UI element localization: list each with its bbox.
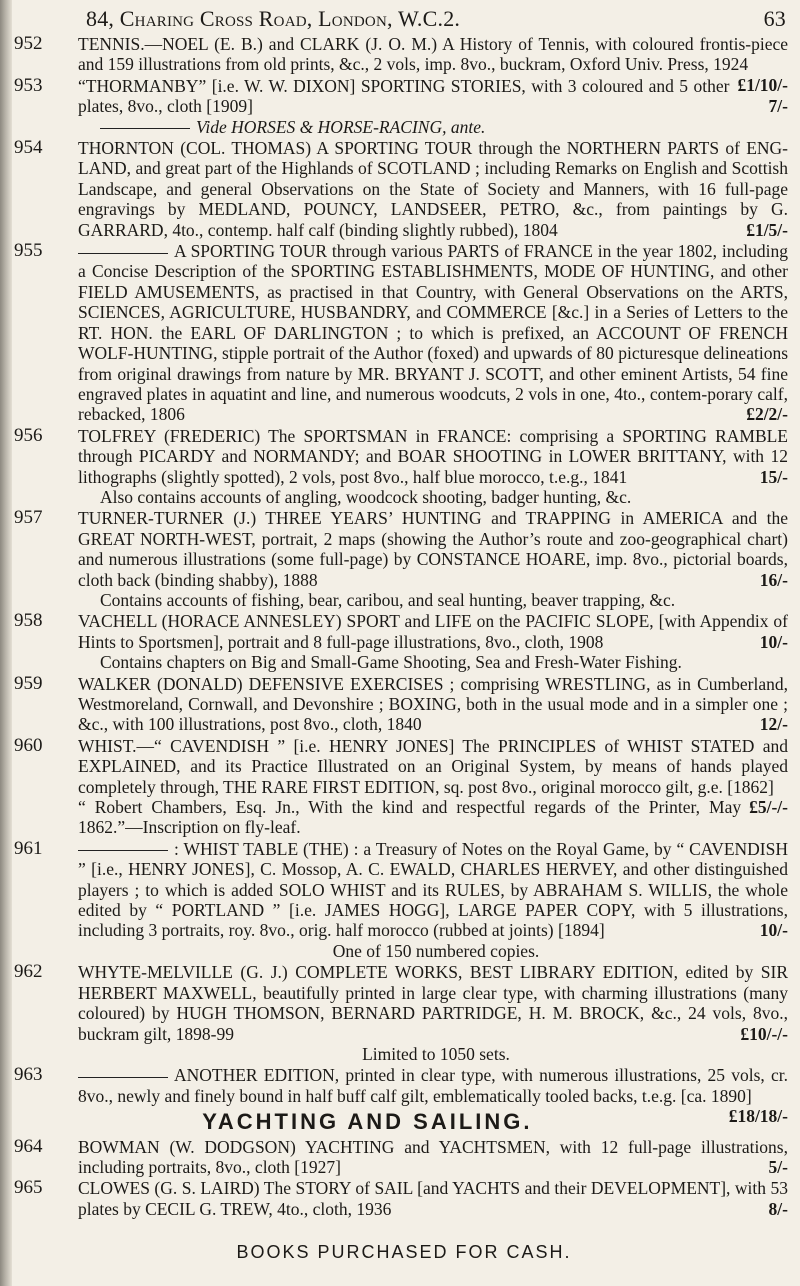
lot-number: 958 — [14, 610, 43, 632]
page-header-address: 84, Charing Cross Road, London, W.C.2. — [86, 6, 461, 31]
catalogue-entry — [14, 674, 794, 735]
lot-number: 953 — [14, 74, 43, 96]
lot-number: 954 — [14, 137, 43, 159]
lot-number: 961 — [14, 837, 43, 859]
entry-note: Limited to 1050 sets. — [362, 1043, 510, 1064]
entry-note: Contains chapters on Big and Small-Game Shooting, Sea and Fresh-Water Fishing. — [100, 652, 682, 673]
catalogue-content — [14, 34, 794, 1220]
lot-number: 962 — [14, 961, 43, 983]
entry-description: THORNTON (COL. THOMAS) A SPORTING TOUR through the NORTHERN PARTS of ENG-LAND, and great part of the Highlands of SCOTLAND ; including Remarks on English and Scottish Landscape, and general Observations on the State of Society and Manners, with 16 full-page engravings by MEDLAND, POUNCY, LANDSEER, PETRO, &c., from paintings by G. GARRARD, 4to., contemp. half calf (binding slightly rubbed), 1804 — [78, 138, 788, 240]
catalogue-entry — [14, 1178, 794, 1219]
entry-note: Also contains accounts of angling, woodcock shooting, badger hunting, &c. — [100, 486, 632, 507]
book-spine-shadow — [0, 0, 12, 1286]
catalogue-entry — [14, 76, 794, 137]
entry-price: £1/10/- — [737, 74, 788, 95]
entry-description: “THORMANBY” [i.e. W. W. DIXON] SPORTING STORIES, with 3 coloured and 5 other plates, 8vo., cloth [1909] — [78, 75, 730, 117]
entry-price: 8/- — [768, 1198, 788, 1219]
page-number: 63 — [763, 6, 786, 31]
lot-number: 955 — [14, 240, 43, 262]
dash-rule — [78, 1077, 168, 1078]
entry-note: “ Robert Chambers, Esq. Jn., With the kind and respectful regards of the Printer, May 1862.”—Inscription on fly-leaf. — [78, 797, 742, 838]
entry-price: 7/- — [768, 96, 788, 117]
catalogue-entry — [14, 611, 794, 672]
catalogue-entry — [14, 1137, 794, 1178]
entry-price: £18/18/- — [728, 1106, 788, 1127]
dash-rule — [100, 128, 190, 129]
entry-note: Contains accounts of fishing, bear, caribou, and seal hunting, beaver trapping, &c. — [100, 589, 676, 610]
entry-price: 5/- — [768, 1156, 788, 1177]
catalogue-entry — [14, 839, 794, 961]
lot-number: 957 — [14, 507, 43, 529]
entry-description: WHYTE-MELVILLE (G. J.) COMPLETE WORKS, BEST LIBRARY EDITION, edited by SIR HERBERT MAXWELL, beautifully printed in large clear type, with charming illustrations (many coloured) by HUGH THOMSON, BERNARD PARTRIDGE, H. M. BROCK, &c., 24 vols, 8vo., buckram gilt, 1898-99 — [78, 962, 788, 1044]
entry-description: TURNER-TURNER (J.) THREE YEARS’ HUNTING and TRAPPING in AMERICA and the GREAT NORTH-WEST, portrait, 2 maps (showing the Author’s route and zoo-geographical chart) and numerous illustrations (some full-page) by CONSTANCE HOARE, imp. 8vo., pictorial boards, cloth back (binding shabby), 1888 — [78, 508, 788, 590]
dash-rule — [78, 850, 168, 851]
entry-price: 12/- — [759, 714, 788, 735]
lot-number: 964 — [14, 1135, 43, 1157]
lot-number: 960 — [14, 734, 43, 756]
entry-price: £2/2/- — [746, 404, 788, 425]
entry-price: £1/5/- — [746, 219, 788, 240]
entry-description: A SPORTING TOUR through various PARTS of FRANCE in the year 1802, including a Concise Description of the SPORTING ESTABLISHMENTS, MODE OF HUNTING, and other FIELD AMUSEMENTS, as practised in that Country, with General Observations on the ARTS, SCIENCES, AGRICULTURE, HUSBANDRY, and COMMERCE [&c.] in a Series of Letters to the RT. HON. the EARL OF DARLINGTON ; to which is prefixed, an ACCOUNT OF FRENCH WOLF-HUNTING, stipple portrait of the Author (foxed) and upwards of 80 picturesque delineations from original drawings from nature by MR. BRYANT J. SCOTT, and other eminent Artists, 54 fine engraved plates in aquatint and line, and numerous woodcuts, 2 vols in one, 4to., contem-porary calf, rebacked, 1806 — [78, 241, 788, 425]
entry-price: 10/- — [759, 631, 788, 652]
entry-price: £10/-/- — [740, 1023, 788, 1044]
page-footer: BOOKS PURCHASED FOR CASH. — [236, 1242, 572, 1262]
lot-number: 965 — [14, 1177, 43, 1199]
lot-number: 963 — [14, 1064, 43, 1086]
catalogue-entry — [14, 426, 794, 508]
catalogue-entry — [14, 962, 794, 1064]
entry-description: ANOTHER EDITION, printed in clear type, with numerous illustrations, 25 vols, cr. 8vo., newly and finely bound in half buff calf gilt, emblematically tooled backs, t.e.g. [ca. 1890] — [78, 1065, 788, 1106]
section-heading: YACHTING AND SAILING. — [202, 1109, 533, 1135]
dash-rule — [78, 253, 168, 254]
entry-description: TENNIS.—NOEL (E. B.) and CLARK (J. O. M.) A History of Tennis, with coloured frontis-piece and 159 illustrations from old prints, &c., 2 vols, imp. 8vo., buckram, Oxford Univ. Press, 1924 — [78, 34, 788, 75]
lot-number: 956 — [14, 424, 43, 446]
entry-description: : WHIST TABLE (THE) : a Treasury of Notes on the Royal Game, by “ CAVENDISH ” [i.e., HENRY JONES], C. Mossop, A. C. EWALD, CHARLES HERVEY, and other distinguished players ; to which is added SOLO WHIST and its RULES, by ABRAHAM S. WILLIS, the whole edited by “ PORTLAND ” [i.e. JAMES HOGG], LARGE PAPER COPY, with 5 illustrations, including 3 portraits, roy. 8vo., orig. half morocco (rubbed at joints) [1894] — [78, 838, 788, 941]
catalogue-entry — [14, 508, 794, 610]
entry-price: £5/-/- — [749, 797, 788, 818]
entry-description: BOWMAN (W. DODGSON) YACHTING and YACHTSMEN, with 12 full-page illustrations, including portraits, 8vo., cloth [1927] — [78, 1136, 788, 1177]
entry-price: 15/- — [759, 466, 788, 487]
entry-price: 10/- — [759, 920, 788, 941]
entry-note: One of 150 numbered copies. — [332, 940, 540, 961]
entry-description: WALKER (DONALD) DEFENSIVE EXERCISES ; comprising WRESTLING, as in Cumberland, Westmoreland, Cornwall, and Devonshire ; BOXING, both in the usual mode and in a simpler one ; &c., with 100 illustrations, post 8vo., cloth, 1840 — [78, 673, 788, 735]
catalogue-entry — [14, 138, 794, 240]
lot-number: 959 — [14, 672, 43, 694]
entry-description: VACHELL (HORACE ANNESLEY) SPORT and LIFE on the PACIFIC SLOPE, [with Appendix of Hints to Sportsmen], portrait and 8 full-page illustrations, 8vo., cloth, 1908 — [78, 611, 788, 652]
lot-number: 952 — [14, 33, 43, 54]
entry-price: 16/- — [759, 569, 788, 590]
entry-note: Vide HORSES & HORSE-RACING, ante. — [196, 116, 486, 137]
entry-description: CLOWES (G. S. LAIRD) The STORY of SAIL [and YACHTS and their DEVELOPMENT], with 53 plates by CECIL G. TREW, 4to., cloth, 1936 — [78, 1178, 788, 1219]
catalogue-entry — [14, 736, 794, 838]
catalogue-entry — [14, 241, 794, 425]
running-header — [14, 6, 794, 30]
entry-description: TOLFREY (FREDERIC) The SPORTSMAN in FRANCE: comprising a SPORTING RAMBLE through PICARDY and NORMANDY; and BOAR SHOOTING in LOWER BRITTANY, with 12 lithographs (slightly spotted), 2 vols, post 8vo., half blue morocco, t.e.g., 1841 — [78, 425, 788, 487]
entry-description: WHIST.—“ CAVENDISH ” [i.e. HENRY JONES] The PRINCIPLES of WHIST STATED and EXPLAINED, and its Practice Illustrated on an Original System, by means of hands played completely through, THE RARE FIRST EDITION, sq. post 8vo., original morocco gilt, g.e. [1862] — [78, 735, 788, 797]
